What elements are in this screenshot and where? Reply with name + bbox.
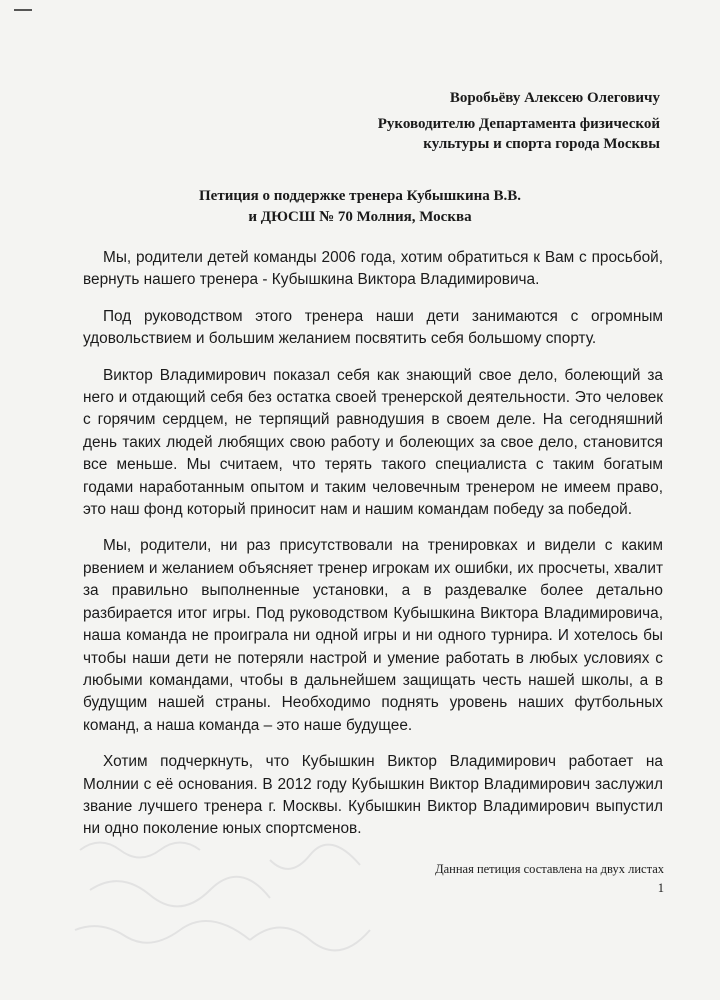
title-line1: Петиция о поддержке тренера Кубышкина В.В. <box>199 188 521 204</box>
page-number: 1 <box>657 881 664 895</box>
paragraph: Мы, родители, ни раз присутствовали на тренировках и видели с каким рвением и желанием объясняет тренер игрокам их ошибки, их просчеты, хвалит за правильно выполненные установки, а в раздевалке более детально разбирается итог игры. Под руководством Кубышкина Виктора Владимировича, наша команда не проиграла ни одной игры и ни одного турнира. И хотелось бы чтобы наши дети не потеряли настрой и умение работать в любых условиях с любыми командами, чтобы в дальнейшем защищать честь нашей школы, а в будущим нашей страны. Необходимо поднять уровень наших футбольных команд, а наша команда – это наше будущее. <box>83 537 663 734</box>
paragraph: Хотим подчеркнуть, что Кубышкин Виктор Владимирович работает на Молнии с её основания. В 2012 году Кубышкин Виктор Владимирович заслужил звание лучшего тренера г. Москвы. Кубышкин Виктор Владимирович выпустил ни одно поколение юных спортсменов. <box>83 753 663 838</box>
petition-body <box>83 247 663 855</box>
addressee-block <box>378 88 660 154</box>
paragraph: Виктор Владимирович показал себя как знающий свое дело, болеющий за него и отдающий себя без остатка своей тренерской деятельности. Это человек с горячим сердцем, не терпящий равнодушия в своем деле. На сегодняшний день таких людей любящих свою работу и болеющих за свое дело, становится все меньше. Мы считаем, что терять такого специалиста с таким богатым годами наработанным опытом и таким человечным тренером не имеем право, это наш фонд который приносит нам и нашим командам победу за победой. <box>83 366 663 519</box>
addressee-name: Воробьёву Алексею Олеговичу <box>449 90 660 106</box>
title-line2: и ДЮСШ № 70 Молния, Москва <box>248 209 472 225</box>
paragraph: Под руководством этого тренера наши дети занимаются с огромным удовольствием и большим желанием посвятить себя большому спорту. <box>83 307 663 348</box>
addressee-position-line2: культуры и спорта города Москвы <box>423 136 660 152</box>
addressee-position-line1: Руководителю Департамента физической <box>377 116 660 132</box>
staple-mark <box>14 9 32 11</box>
footer-note: Данная петиция составлена на двух листах <box>435 862 664 876</box>
petition-title <box>0 186 720 228</box>
paragraph: Мы, родители детей команды 2006 года, хотим обратиться к Вам с просьбой, вернуть нашего тренера - Кубышкина Виктора Владимировича. <box>83 249 663 289</box>
